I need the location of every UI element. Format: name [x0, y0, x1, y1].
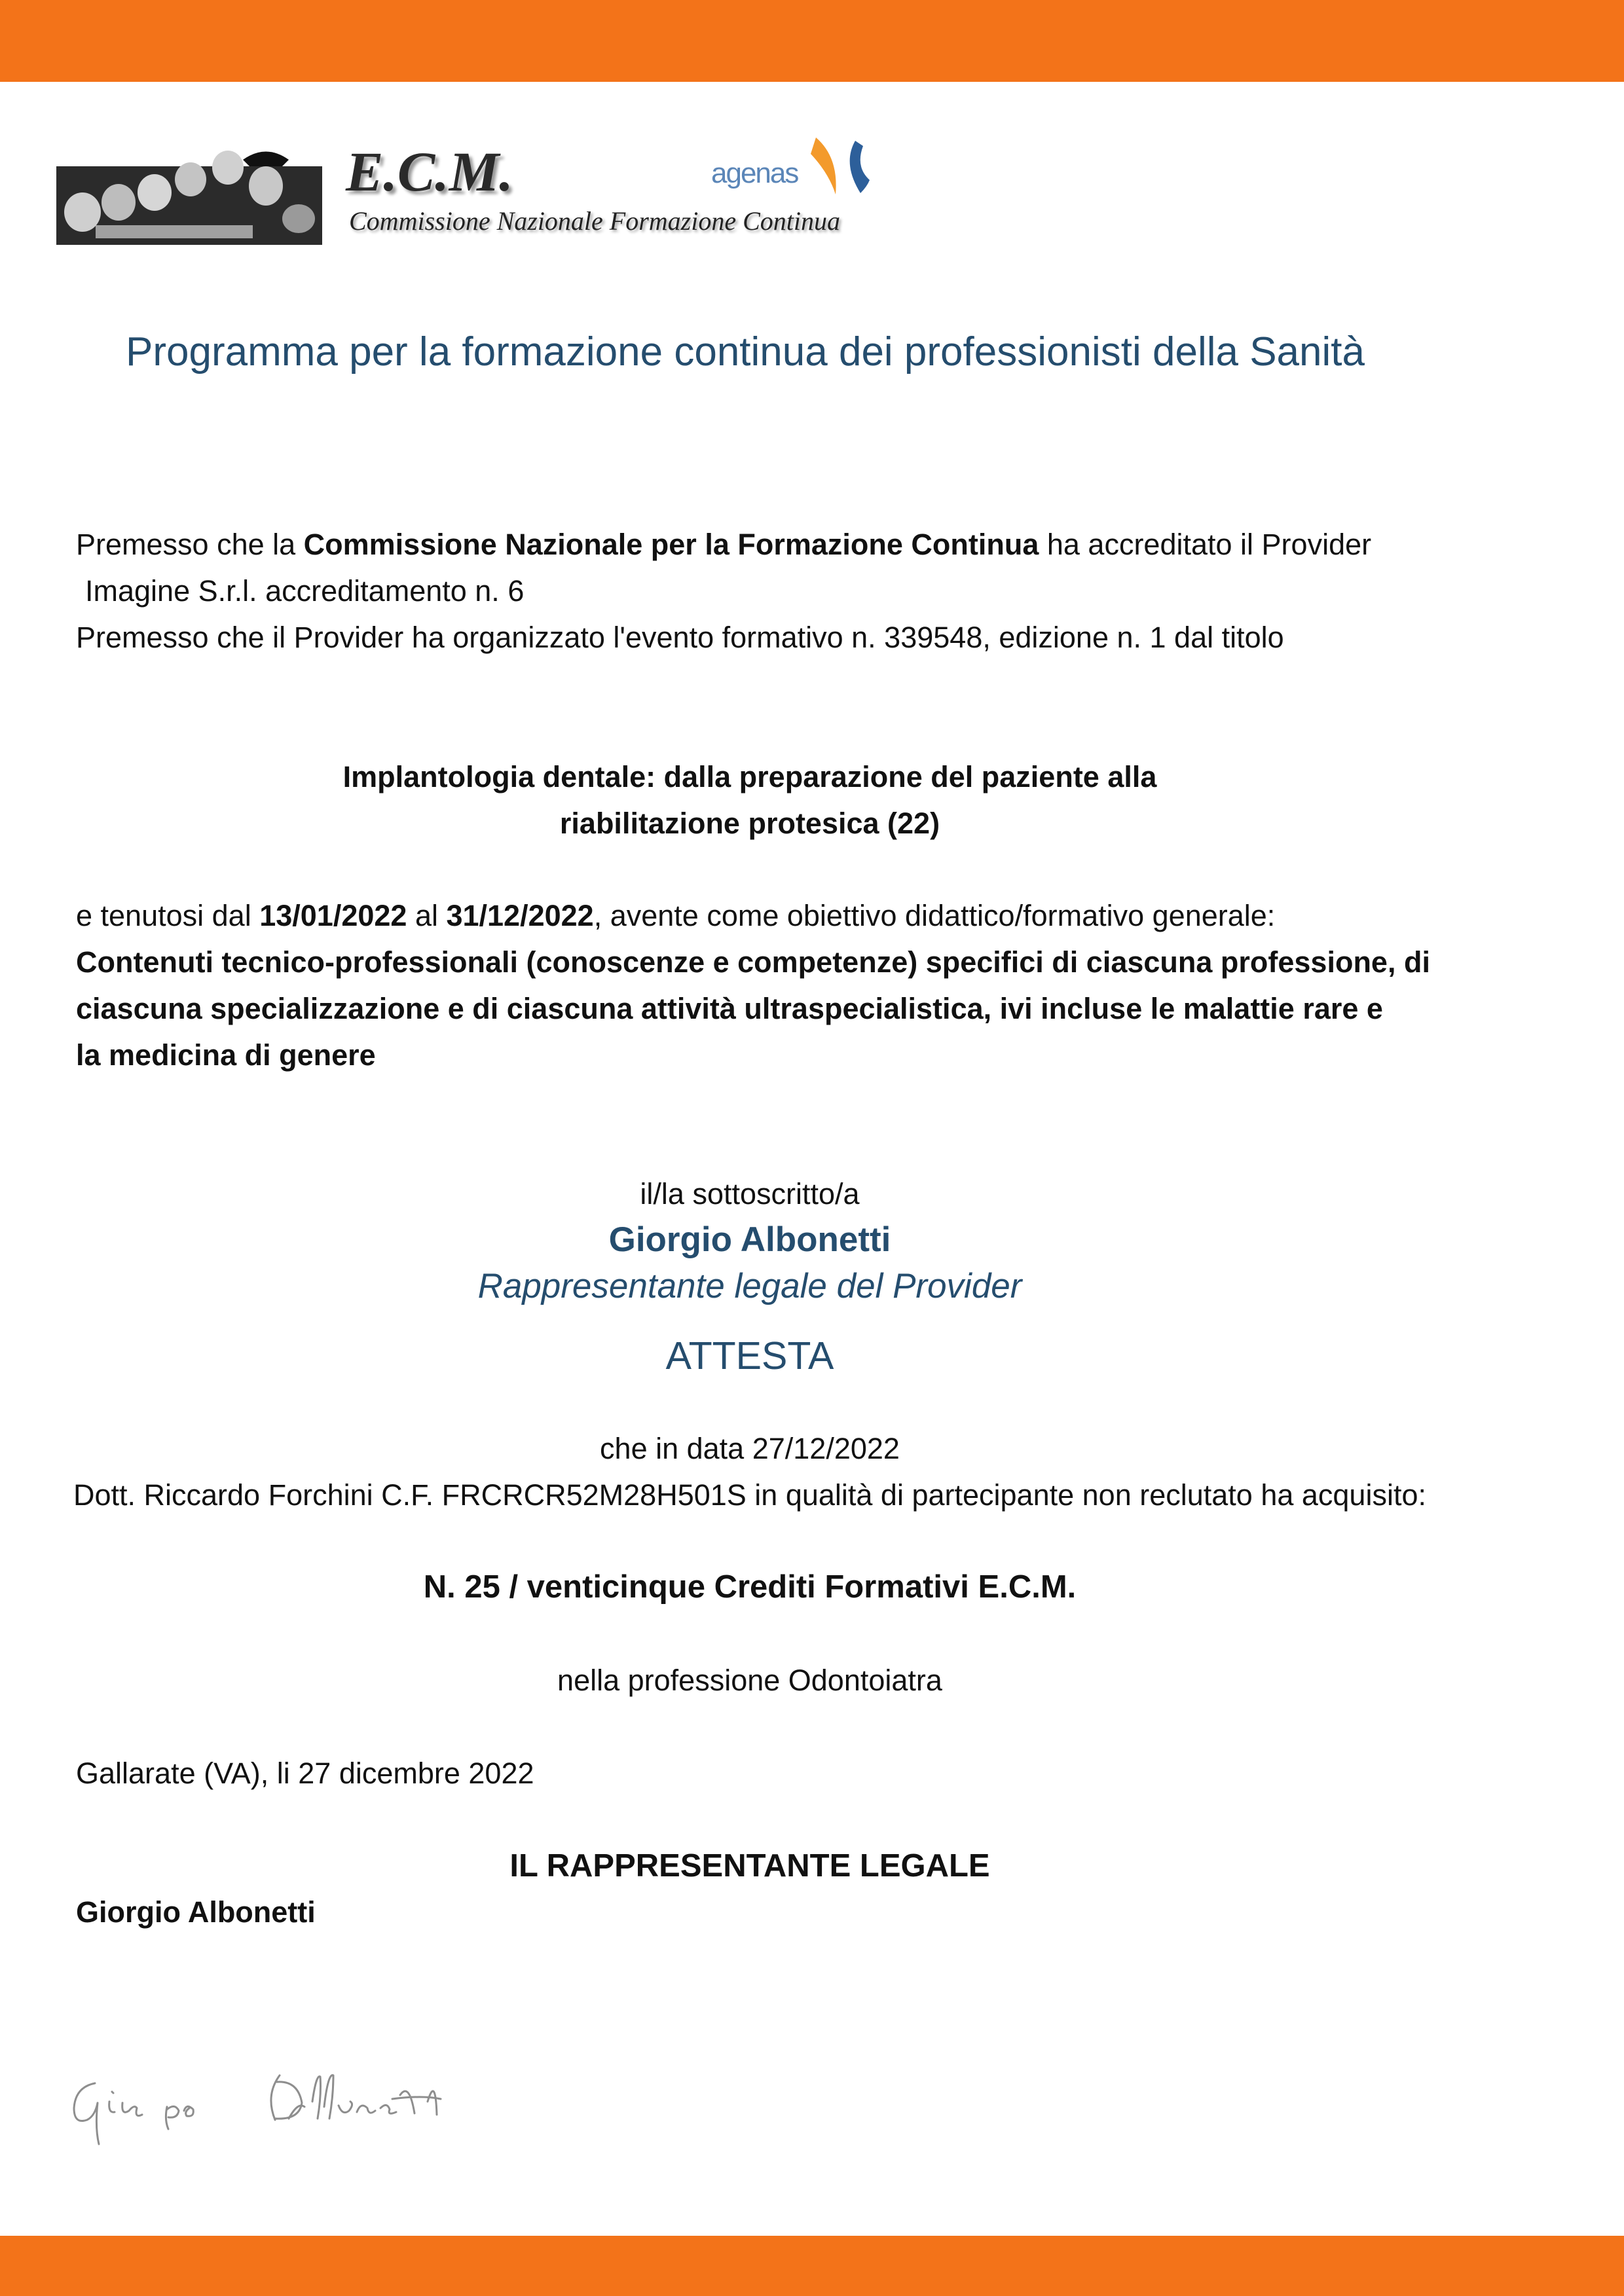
event-dates-line: e tenutosi dal 13/01/2022 al 31/12/2022, avente come obiettivo didattico/formativo generale: — [76, 899, 1276, 932]
premise-line-3: Premesso che il Provider ha organizzato l'evento formativo n. 339548, edizione n. 1 dal titolo — [76, 621, 1284, 654]
premise-line-2: Imagine S.r.l. accreditamento n. 6 — [85, 574, 525, 608]
ecm-logo-title: E.C.M. — [346, 140, 513, 203]
signatory-role: Rappresentante legale del Provider — [477, 1267, 1022, 1305]
top-orange-band — [0, 0, 1624, 82]
agenas-mark-icon — [809, 134, 872, 200]
event-title-line-1: Implantologia dentale: dalla preparazione del paziente alla — [342, 760, 1157, 793]
attesta-heading: ATTESTA — [665, 1334, 834, 1377]
handwritten-signature — [69, 2056, 488, 2154]
objective-line-3: la medicina di genere — [76, 1038, 376, 1072]
legal-rep-name: Giorgio Albonetti — [76, 1895, 316, 1929]
start-date: 13/01/2022 — [259, 899, 407, 932]
premise-line-1: Premesso che la Commissione Nazionale per la Formazione Continua ha accreditato il Provider — [76, 528, 1372, 561]
place-date: Gallarate (VA), li 27 dicembre 2022 — [76, 1757, 534, 1790]
agenas-logo — [711, 134, 872, 200]
credits-line: N. 25 / venticinque Crediti Formativi E.C.M. — [423, 1569, 1077, 1605]
commission-name: Commissione Nazionale per la Formazione Continua — [303, 528, 1039, 561]
profession-line: nella professione Odontoiatra — [557, 1664, 942, 1697]
signatory-intro: il/la sottoscritto/a — [640, 1177, 860, 1211]
end-date: 31/12/2022 — [446, 899, 594, 932]
event-title-line-2: riabilitazione protesica (22) — [559, 807, 940, 840]
bottom-orange-band — [0, 2236, 1624, 2296]
program-heading: Programma per la formazione continua dei professionisti della Sanità — [126, 329, 1365, 374]
ecm-engraving-logo — [56, 140, 322, 245]
legal-rep-heading: IL RAPPRESENTANTE LEGALE — [509, 1848, 990, 1884]
agenas-logo-text: agenas — [711, 157, 798, 189]
signatory-name: Giorgio Albonetti — [608, 1220, 891, 1259]
attestation-date: che in data 27/12/2022 — [600, 1432, 900, 1465]
participant-line: Dott. Riccardo Forchini C.F. FRCRCR52M28H501S in qualità di partecipante non reclutato ha acquisito: — [73, 1478, 1426, 1512]
objective-line-1: Contenuti tecnico-professionali (conoscenze e competenze) specifici di ciascuna professione, di — [76, 945, 1430, 979]
ecm-logo-subtitle: Commissione Nazionale Formazione Continua — [349, 206, 841, 236]
objective-line-2: ciascuna specializzazione e di ciascuna attività ultraspecialistica, ivi incluse le malattie rare e — [76, 992, 1383, 1025]
